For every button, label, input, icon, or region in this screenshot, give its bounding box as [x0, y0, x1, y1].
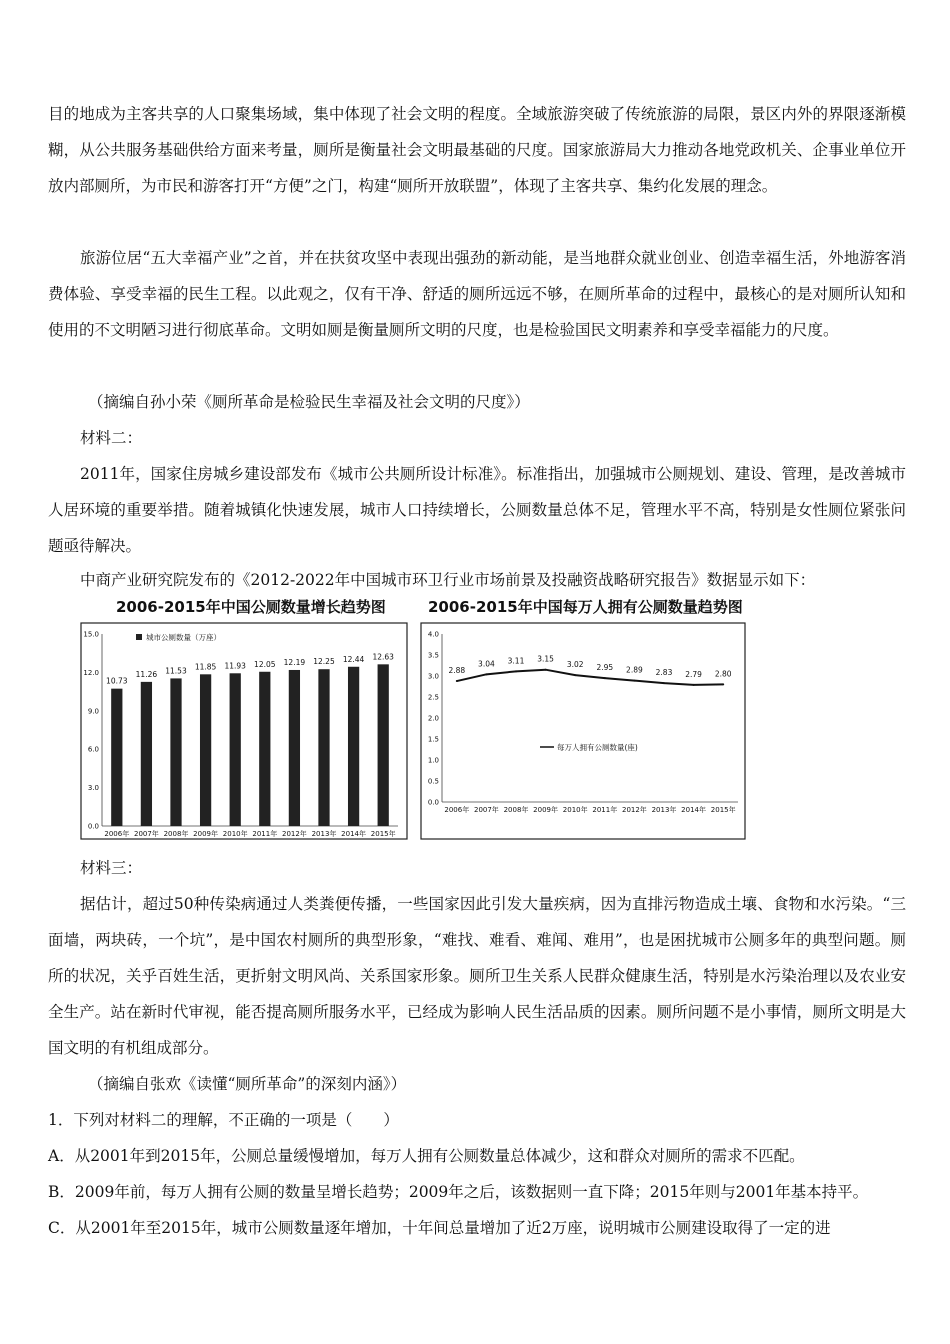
bar-x-tick-label: 2011年 [252, 830, 278, 838]
option-a[interactable]: A．从2001年到2015年，公厕总量缓慢增加，每万人拥有公厕数量总体减少，这和群众对厕所的需求不匹配。 [48, 1147, 805, 1165]
bar-data-label: 12.19 [283, 657, 306, 667]
line-x-tick-label: 2006年 [444, 806, 470, 814]
paragraph-4: 中商产业研究院发布的《2012-2022年中国城市环卫行业市场前景及投融资战略研究报告》数据显示如下： [80, 571, 816, 589]
line-x-tick-label: 2015年 [710, 806, 736, 814]
line-point [485, 673, 487, 675]
line-chart-panel [420, 592, 746, 840]
line-x-tick-label: 2014年 [681, 806, 707, 814]
line-data-label: 2.83 [655, 668, 673, 678]
line-y-tick-label: 0.0 [427, 798, 439, 807]
bar-data-label: 11.53 [165, 666, 187, 676]
bar-data-label: 12.44 [342, 654, 365, 664]
bar-chart-panel [80, 592, 408, 840]
bar [318, 669, 329, 826]
line-x-tick-label: 2010年 [562, 806, 588, 814]
bar [141, 682, 152, 826]
line-y-tick-label: 4.0 [427, 630, 439, 639]
bar-x-tick-label: 2007年 [133, 830, 159, 838]
bar-chart-title: 2006-2015年中国公厕数量增长趋势图 [116, 598, 386, 616]
bar-x-tick-label: 2012年 [281, 830, 307, 838]
line-x-tick-label: 2009年 [533, 806, 559, 814]
material-2-heading: 材料二： [80, 429, 143, 447]
bar-y-tick-label: 12.0 [83, 668, 99, 677]
bar-x-tick-label: 2010年 [222, 830, 248, 838]
bar [289, 670, 300, 826]
bar [170, 678, 181, 826]
line-y-tick-label: 1.0 [427, 756, 439, 765]
bar [259, 672, 270, 826]
bar-y-tick-label: 15.0 [83, 630, 99, 639]
line-legend-label: 每万人拥有公厕数量(座) [557, 743, 638, 752]
bar-data-label: 11.93 [224, 661, 246, 671]
material-3-heading: 材料三： [80, 859, 143, 877]
line-data-label: 2.79 [685, 669, 702, 679]
line-y-tick-label: 3.0 [427, 672, 439, 681]
line-data-label: 3.02 [566, 660, 584, 670]
line-data-label: 3.11 [507, 656, 525, 666]
line-point [693, 684, 695, 686]
line-y-tick-label: 2.5 [427, 693, 439, 702]
bar-data-label: 12.05 [254, 659, 276, 669]
bar-x-tick-label: 2013年 [311, 830, 337, 838]
line-x-tick-label: 2007年 [473, 806, 499, 814]
bar-y-tick-label: 9.0 [87, 707, 99, 716]
paragraph-3: 2011年，国家住房城乡建设部发布《城市公共厕所设计标准》。标准指出，加强城市公厕规划、建设、管理，是改善城市人居环境的重要举措。随着城镇化快速发展，城市人口持续增长，公厕数量总体不足，管理水平不高，特别是女性厕位紧张问题亟待解决。 [48, 465, 906, 555]
bar-data-label: 12.25 [313, 657, 335, 667]
line-point [633, 680, 635, 682]
line-x-tick-label: 2008年 [503, 806, 529, 814]
option-b[interactable]: B．2009年前，每万人拥有公厕的数量呈增长趋势；2009年之后，该数据则一直下降；2015年则与2001年基本持平。 [48, 1183, 869, 1201]
bar [348, 667, 359, 826]
bar-x-tick-label: 2008年 [163, 830, 189, 838]
bar [230, 673, 241, 826]
line-data-label: 3.04 [478, 659, 495, 669]
bar-y-tick-label: 3.0 [87, 784, 99, 793]
bar-x-tick-label: 2014年 [341, 830, 367, 838]
paragraph-1: 目的地成为主客共享的人口聚集场域，集中体现了社会文明的程度。全域旅游突破了传统旅游的局限，景区内外的界限逐渐模糊，从公共服务基础供给方面来考量，厕所是衡量社会文明最基础的尺度。国家旅游局大力推动各地党政机关、企事业单位开放内部厕所，为市民和游客打开“方便”之门，构建“厕所开放联盟”，体现了主客共享、集约化发展的理念。 [48, 105, 906, 195]
line-chart-title: 2006-2015年中国每万人拥有公厕数量趋势图 [428, 598, 743, 616]
line-point [456, 680, 458, 682]
line-data-label: 2.80 [714, 669, 732, 679]
line-data-label: 2.95 [596, 663, 614, 673]
line-point [604, 677, 606, 679]
option-c[interactable]: C．从2001年至2015年，城市公厕数量逐年增加，十年间总量增加了近2万座，说明城市公厕建设取得了一定的进 [48, 1219, 831, 1237]
bar [378, 664, 389, 826]
bar [111, 689, 122, 826]
bar-x-tick-label: 2009年 [193, 830, 219, 838]
paragraph-2: 旅游位居“五大幸福产业”之首，并在扶贫攻坚中表现出强劲的新动能，是当地群众就业创业、创造幸福生活，外地游客消费体验、享受幸福的民生工程。以此观之，仅有干净、舒适的厕所远远不够，在厕所革命的过程中，最核心的是对厕所认知和使用的不文明陋习进行彻底革命。文明如厕是衡量厕所文明的尺度，也是检验国民文明素养和享受幸福能力的尺度。 [48, 249, 906, 339]
bar-legend-swatch [136, 634, 142, 640]
source-citation-1: （摘编自孙小荣《厕所革命是检验民生幸福及社会文明的尺度》） [88, 393, 530, 411]
line-point [574, 674, 576, 676]
line-y-tick-label: 0.5 [427, 777, 439, 786]
bar [200, 674, 211, 826]
line-point [663, 682, 665, 684]
bar-y-tick-label: 6.0 [87, 745, 99, 754]
bar-legend-label: 城市公厕数量（万座） [146, 633, 221, 642]
line-y-tick-label: 2.0 [427, 714, 439, 723]
line-chart [420, 622, 746, 840]
bar-chart [80, 622, 408, 840]
line-data-label: 3.15 [537, 654, 554, 664]
source-citation-2: （摘编自张欢《读懂“厕所革命”的深刻内涵》） [88, 1075, 407, 1093]
question-1: 1．下列对材料二的理解，不正确的一项是（ ） [48, 1111, 399, 1129]
line-point [515, 670, 517, 672]
line-data-label: 2.89 [626, 665, 643, 675]
line-point [722, 683, 724, 685]
line-data-label: 2.88 [448, 666, 466, 676]
line-y-tick-label: 1.5 [427, 735, 439, 744]
bar-x-tick-label: 2015年 [370, 830, 396, 838]
bar-x-tick-label: 2006年 [104, 830, 130, 838]
bar-data-label: 12.63 [372, 652, 394, 662]
bar-data-label: 11.85 [194, 662, 217, 672]
line-y-tick-label: 3.5 [427, 651, 439, 660]
bar-y-tick-label: 0.0 [87, 822, 99, 831]
line-x-tick-label: 2013年 [651, 806, 677, 814]
bar-data-label: 10.73 [106, 676, 128, 686]
charts-figure [80, 592, 760, 840]
line-x-tick-label: 2011年 [592, 806, 618, 814]
bar-data-label: 11.26 [135, 669, 158, 679]
line-point [545, 669, 547, 671]
line-x-tick-label: 2012年 [621, 806, 647, 814]
paragraph-5: 据估计，超过50种传染病通过人类粪便传播，一些国家因此引发大量疾病，因为直排污物造成土壤、食物和水污染。“三面墙，两块砖，一个坑”，是中国农村厕所的典型形象，“难找、难看、难闻、难用”，也是困扰城市公厕多年的典型问题。厕所的状况，关乎百姓生活，更折射文明风尚、关系国家形象。厕所卫生关系人民群众健康生活，特别是水污染治理以及农业安全生产。站在新时代审视，能否提高厕所服务水平，已经成为影响人民生活品质的因素。厕所问题不是小事情，厕所文明是大国文明的有机组成部分。 [48, 895, 906, 1057]
